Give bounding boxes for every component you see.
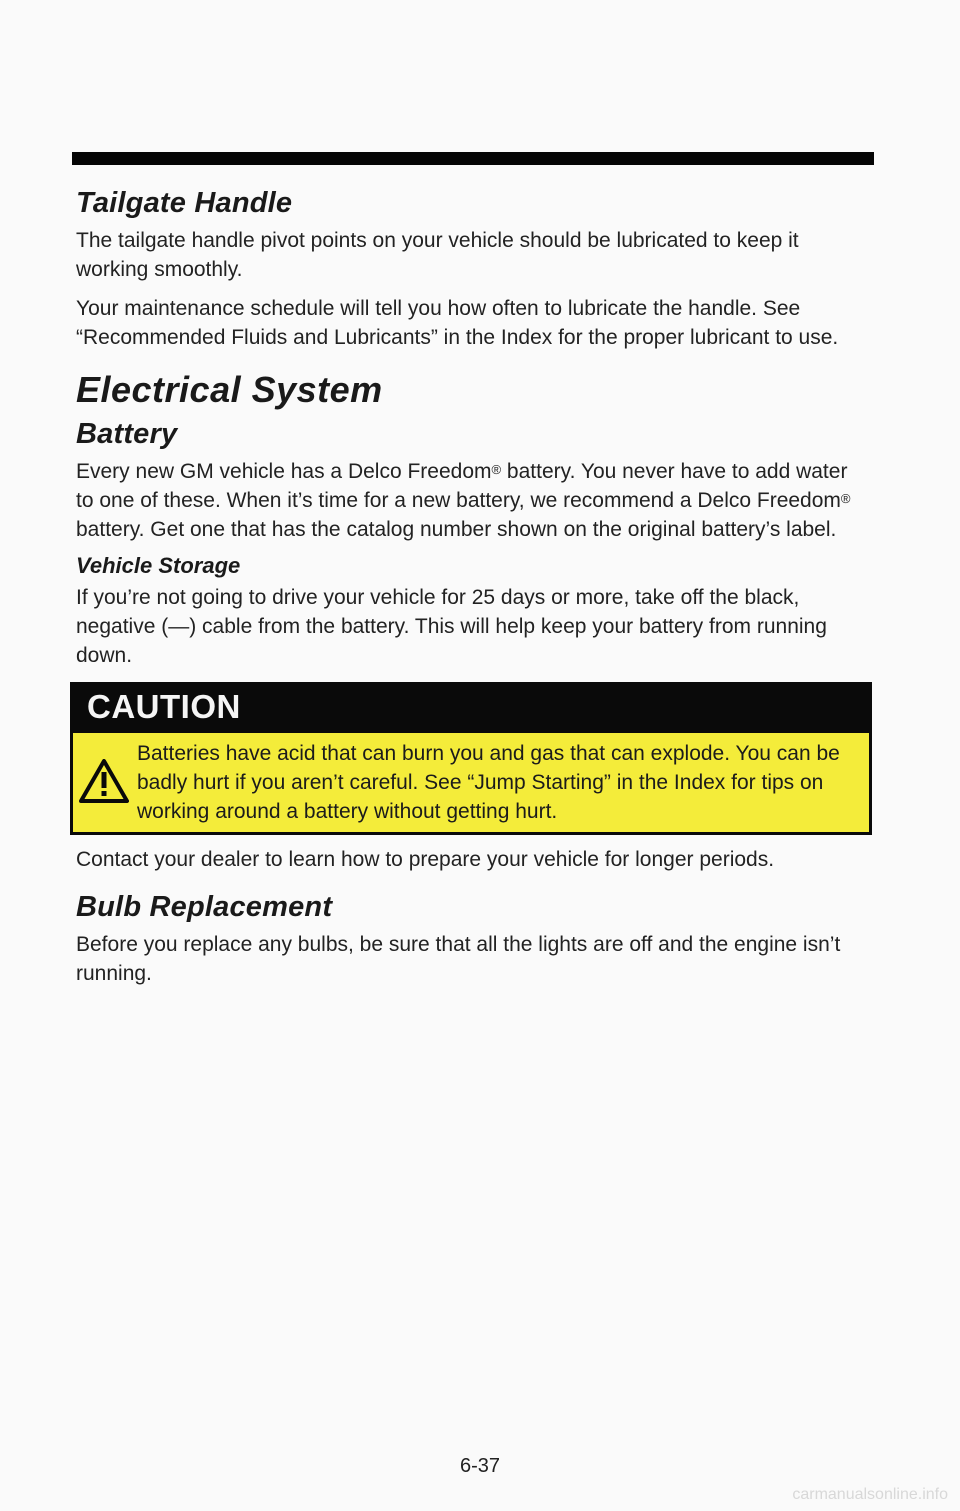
caution-header: CAUTION [73,685,869,733]
tailgate-paragraph-1: The tailgate handle pivot points on your vehicle should be lubricated to keep it working smoothly. [76,228,799,281]
watermark: carmanualsonline.info [792,1486,948,1503]
bulb-replacement-heading: Bulb Replacement [76,890,333,923]
battery-text-c: battery. Get one that has the catalog number shown on the original battery’s label. [76,518,837,542]
caution-text: Batteries have acid that can burn you and gas that can explode. You can be badly hurt if you aren’t careful. See “Jump Starting” in the Index for tips on working around a battery without getting hurt. [137,741,840,823]
dealer-paragraph: Contact your dealer to learn how to prepare your vehicle for longer periods. [76,847,775,871]
electrical-system-heading: Electrical System [76,368,383,410]
page-number: 6-37 [459,1455,501,1477]
caution-body [73,733,869,832]
top-rule [72,152,874,165]
vehicle-storage-heading: Vehicle Storage [76,553,241,579]
battery-paragraph [76,457,866,544]
tailgate-paragraph-2: Your maintenance schedule will tell you how often to lubricate the handle. See “Recommended Fluids and Lubricants” in the Index for the proper lubricant to use. [76,296,839,349]
bulb-replacement-paragraph: Before you replace any bulbs, be sure that all the lights are off and the engine isn’t running. [76,932,841,985]
tailgate-heading: Tailgate Handle [76,187,293,219]
battery-text-a: Every new GM vehicle has a Delco Freedom [76,460,492,484]
page-content [76,188,866,998]
vehicle-storage-paragraph: If you’re not going to drive your vehicle for 25 days or more, take off the black, negative (—) cable from the battery. This will help keep your battery from running down. [76,585,827,667]
battery-heading: Battery [76,418,178,451]
battery-text-b: battery. You never have to add water to one of these. When it’s time for a new battery, we recommend a Delco Freedom [76,460,848,513]
warning-triangle-icon [79,759,129,808]
caution-box [70,682,872,835]
registered-mark: ® [491,462,502,478]
registered-mark: ® [840,491,851,507]
